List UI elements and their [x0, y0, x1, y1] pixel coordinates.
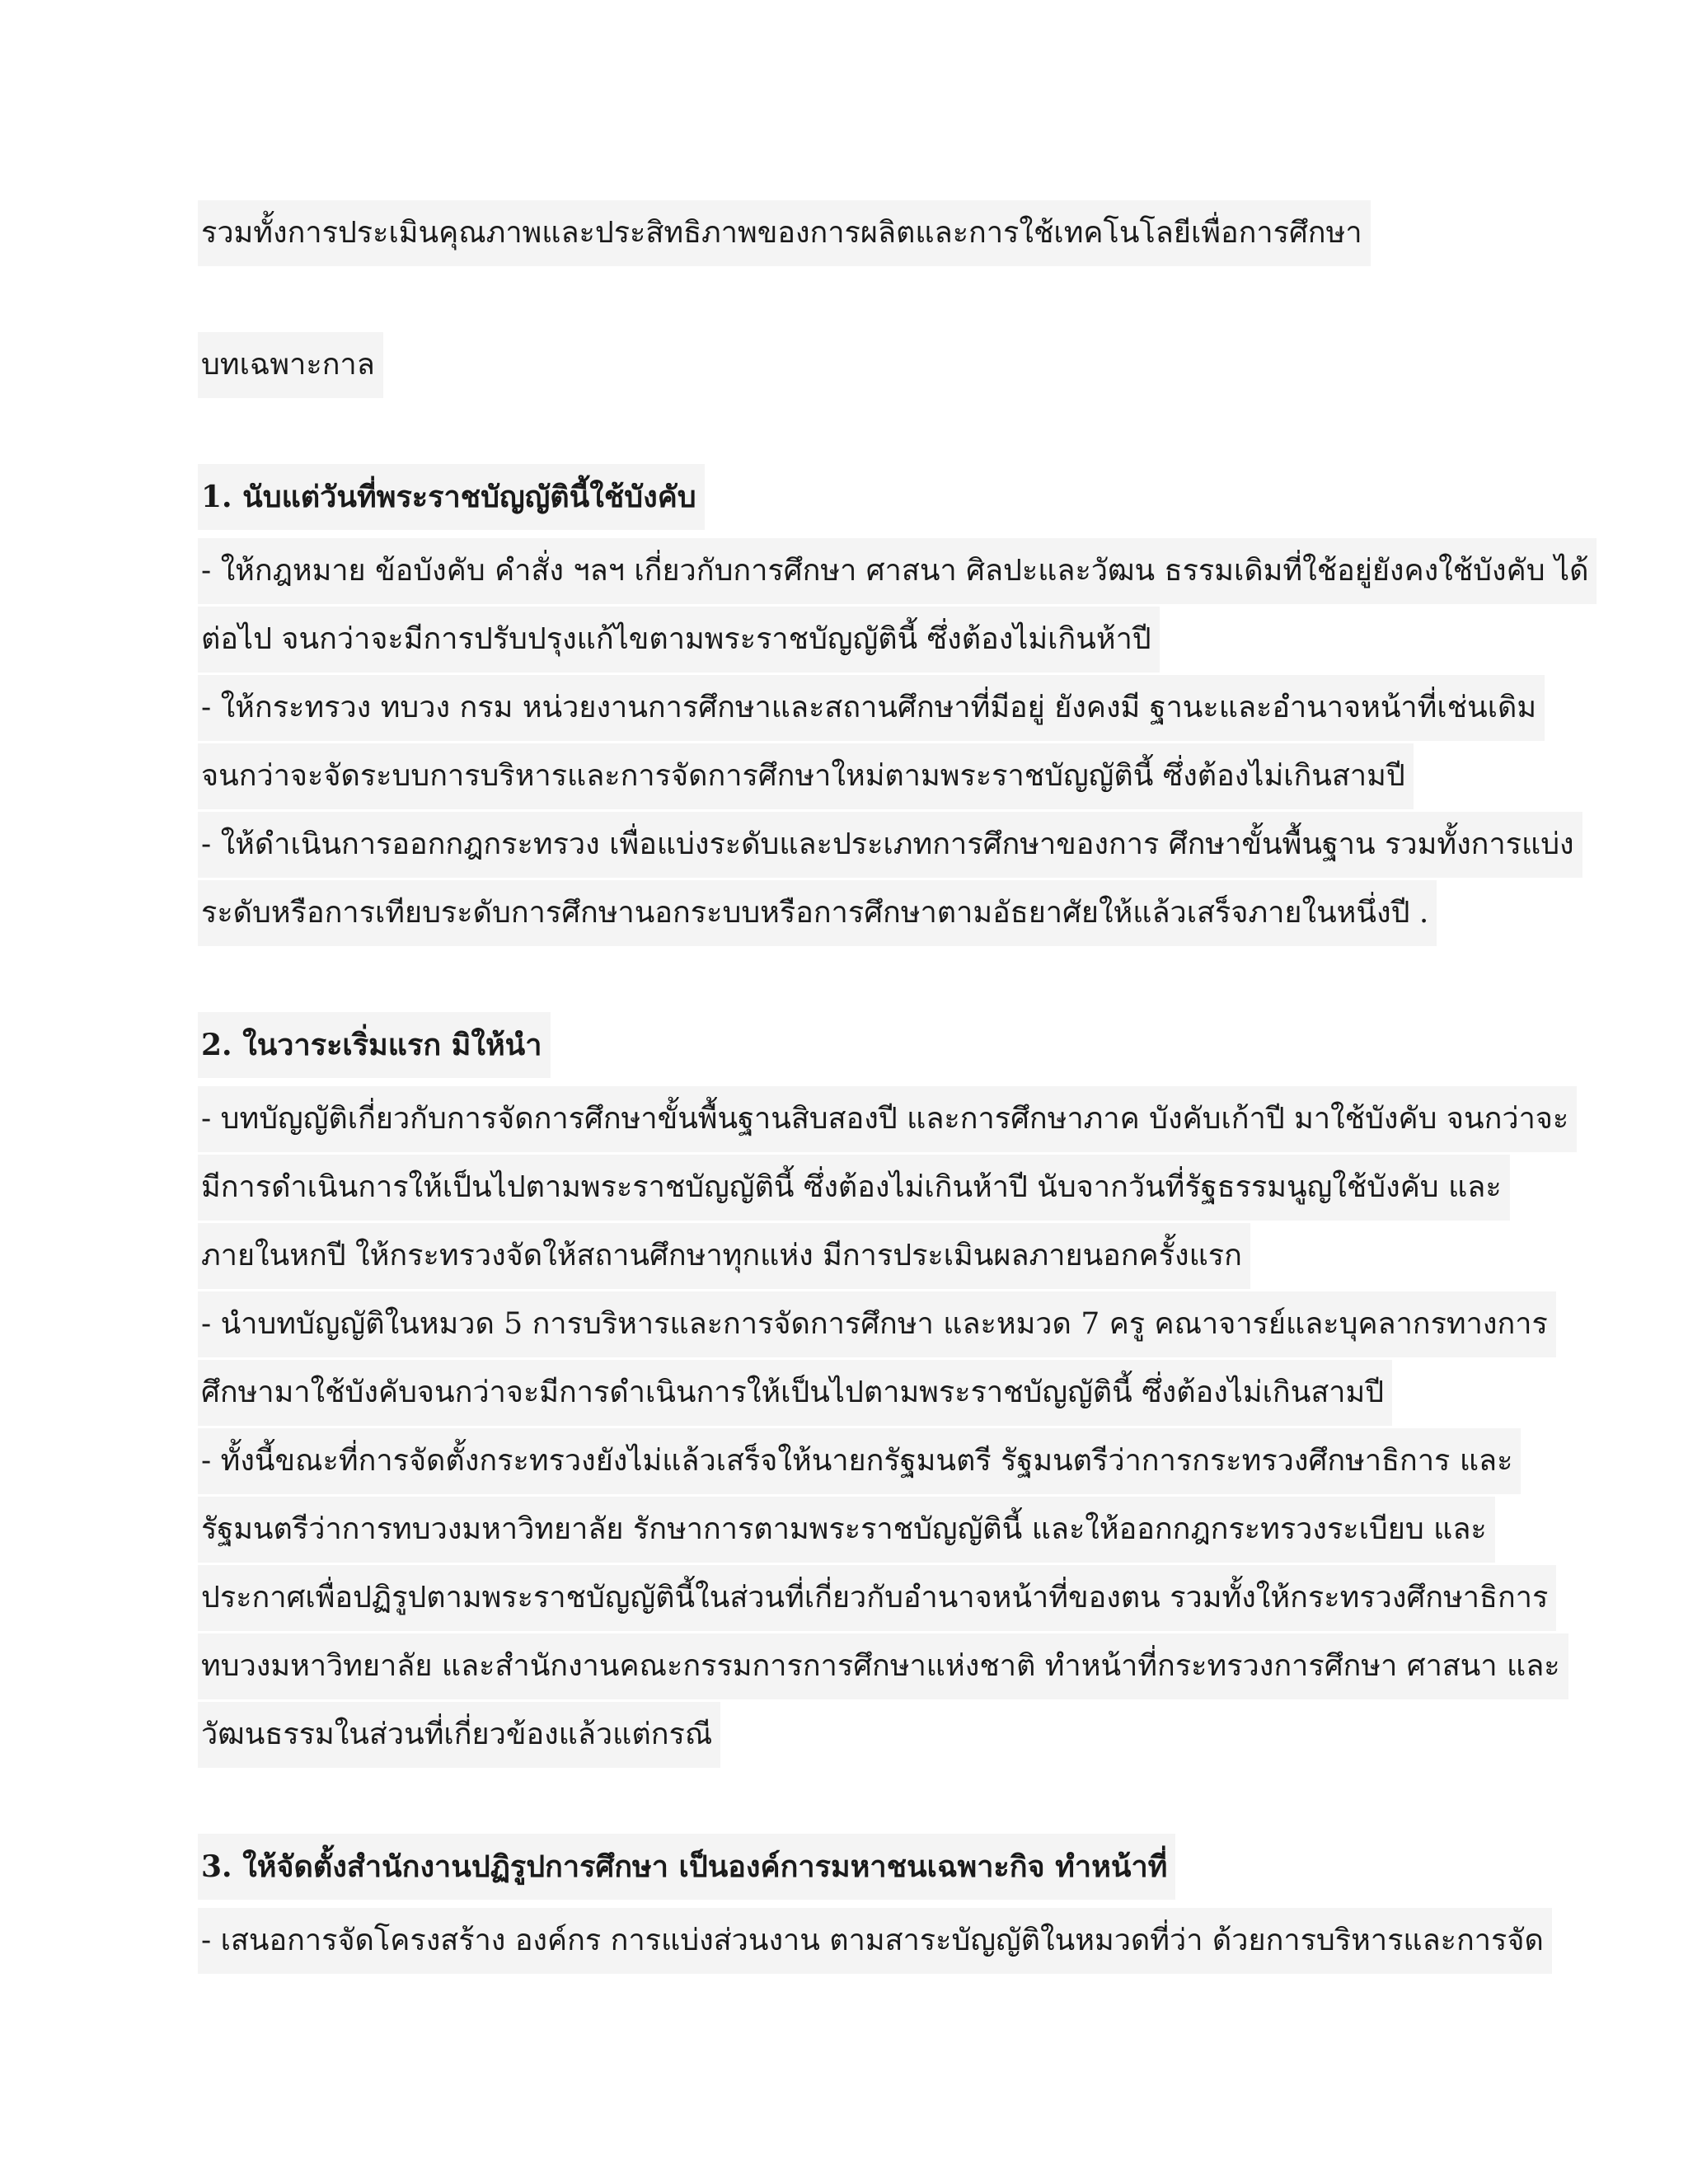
section-1-line: ระดับหรือการเทียบระดับการศึกษานอกระบบหรือการศึกษาตามอัธยาศัยให้แล้วเสร็จภายในหนึ่งปี .: [198, 880, 1437, 946]
section-2-line: มีการดำเนินการให้เป็นไปตามพระราชบัญญัตินี้ ซึ่งต้องไม่เกินห้าปี นับจากวันที่รัฐธรรมนูญใช้บังคับ และ: [198, 1155, 1510, 1221]
section-2-line: - นำบทบัญญัติในหมวด 5 การบริหารและการจัดการศึกษา และหมวด 7 ครู คณาจารย์และบุคลากรทางการ: [198, 1291, 1556, 1357]
intro-line: รวมทั้งการประเมินคุณภาพและประสิทธิภาพของการผลิตและการใช้เทคโนโลยีเพื่อการศึกษา: [198, 200, 1371, 266]
section-2-line: ประกาศเพื่อปฏิรูปตามพระราชบัญญัตินี้ในส่วนที่เกี่ยวกับอำนาจหน้าที่ของตน รวมทั้งให้กระทรวงศึกษาธิการ: [198, 1565, 1556, 1631]
section-3-heading: 3. ให้จัดตั้งสำนักงานปฏิรูปการศึกษา เป็นองค์การมหาชนเฉพาะกิจ ทำหน้าที่: [198, 1834, 1175, 1900]
section-1-line: - ให้กระทรวง ทบวง กรม หน่วยงานการศึกษาและสถานศึกษาที่มีอยู่ ยังคงมี ฐานะและอำนาจหน้าที่เช่นเดิม: [198, 675, 1545, 741]
section-1-line: - ให้ดำเนินการออกกฎกระทรวง เพื่อแบ่งระดับและประเภทการศึกษาของการ ศึกษาขั้นพื้นฐาน รวมทั้งการแบ่ง: [198, 812, 1582, 878]
section-3-line: - เสนอการจัดโครงสร้าง องค์กร การแบ่งส่วนงาน ตามสาระบัญญัติในหมวดที่ว่า ด้วยการบริหารและการจัด: [198, 1908, 1552, 1974]
section-2-heading: 2. ในวาระเริ่มแรก มิให้นำ: [198, 1012, 551, 1078]
section-2-line: ภายในหกปี ให้กระทรวงจัดให้สถานศึกษาทุกแห่ง มีการประเมินผลภายนอกครั้งแรก: [198, 1223, 1250, 1289]
section-1-line: ต่อไป จนกว่าจะมีการปรับปรุงแก้ไขตามพระราชบัญญัตินี้ ซึ่งต้องไม่เกินห้าปี: [198, 607, 1160, 673]
section-1-line: - ให้กฎหมาย ข้อบังคับ คำสั่ง ฯลฯ เกี่ยวกับการศึกษา ศาสนา ศิลปะและวัฒน ธรรมเดิมที่ใช้อยู่ยังคงใช้บังคับ ได้: [198, 538, 1597, 604]
section-title: บทเฉพาะกาล: [198, 332, 383, 398]
section-2-line: ทบวงมหาวิทยาลัย และสำนักงานคณะกรรมการการศึกษาแห่งชาติ ทำหน้าที่กระทรวงการศึกษา ศาสนา และ: [198, 1633, 1568, 1699]
section-1-heading: 1. นับแต่วันที่พระราชบัญญัตินี้ใช้บังคับ: [198, 464, 705, 530]
section-2-line: รัฐมนตรีว่าการทบวงมหาวิทยาลัย รักษาการตามพระราชบัญญัตินี้ และให้ออกกฎกระทรวงระเบียบ และ: [198, 1497, 1495, 1563]
section-2-line: วัฒนธรรมในส่วนที่เกี่ยวข้องแล้วแต่กรณี: [198, 1702, 720, 1768]
section-1-line: จนกว่าจะจัดระบบการบริหารและการจัดการศึกษาใหม่ตามพระราชบัญญัตินี้ ซึ่งต้องไม่เกินสามปี: [198, 743, 1414, 809]
section-2-line: ศึกษามาใช้บังคับจนกว่าจะมีการดำเนินการให้เป็นไปตามพระราชบัญญัตินี้ ซึ่งต้องไม่เกินสามปี: [198, 1360, 1392, 1426]
section-2-line: - บทบัญญัติเกี่ยวกับการจัดการศึกษาขั้นพื้นฐานสิบสองปี และการศึกษาภาค บังคับเก้าปี มาใช้บังคับ จนกว่าจะ: [198, 1086, 1577, 1152]
section-2-line: - ทั้งนี้ขณะที่การจัดตั้งกระทรวงยังไม่แล้วเสร็จให้นายกรัฐมนตรี รัฐมนตรีว่าการกระทรวงศึกษาธิการ และ: [198, 1428, 1521, 1494]
